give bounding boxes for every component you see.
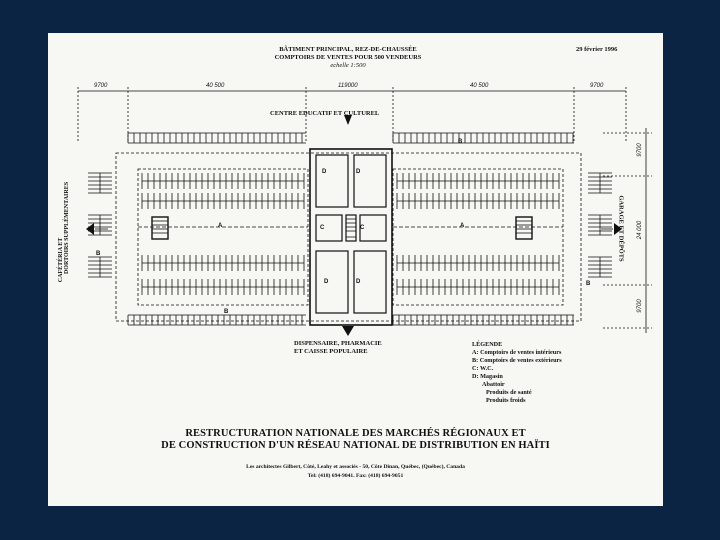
dim-top-2: 40 500 [206,83,225,89]
zone-label-a-right: A [460,223,465,229]
header-title: BÂTIMENT PRINCIPAL, REZ-DE-CHAUSSÉE [279,46,417,53]
dim-top-5: 9700 [590,83,604,89]
direction-left-label-1: CAFÉTÉRIA ET [58,237,64,283]
zone-label-d-2: D [356,169,361,175]
floor-plan-sheet [48,33,663,506]
direction-right-label: GARAGE ET DÉPÔTS [617,195,625,262]
dim-top-4: 40 500 [470,83,489,89]
zone-label-b-right: B [586,281,591,287]
header-scale: echelle 1:500 [330,62,366,69]
zone-label-b-bottom: B [224,309,229,315]
footer-phone: Tel: (418) 694-9041. Fax: (418) 694-9051 [307,473,404,479]
dim-right-3: 9700 [637,299,643,313]
legend-item: C: W.C. [472,365,494,372]
zone-label-c-2: C [360,225,365,231]
dim-top-3: 119000 [338,83,358,89]
legend-item: D: Magasin [472,373,503,380]
direction-bottom-label-2: ET CAISSE POPULAIRE [294,348,368,355]
legend-item: Produits de santé [486,389,532,396]
footer-credits: Les architectes Gilbert, Côté, Leahy et associés - 50, Côte Dinan, Québec, (Québec), Canada [246,464,465,470]
direction-top-label: CENTRE EDUCATIF ET CULTUREL [270,110,380,117]
zone-label-d-1: D [322,169,327,175]
dim-right-2: 24 000 [637,220,643,240]
dim-top-1: 9700 [94,83,108,89]
zone-label-c-1: C [320,225,325,231]
zone-label-b-left: B [96,251,101,257]
zone-label-b-top: B [458,139,463,145]
zone-label-a-left: A [218,223,223,229]
legend-item: A: Comptoirs de ventes intérieurs [472,349,562,356]
legend-title: LÉGENDE [472,341,503,348]
legend-item: Produits froids [486,397,526,404]
direction-left-label-2: DORTOIRS SUPPLÉMENTAIRES [64,181,70,275]
zone-label-d-3: D [324,279,329,285]
direction-bottom-label-1: DISPENSAIRE, PHARMACIE [294,340,382,347]
zone-label-d-4: D [356,279,361,285]
dim-right-1: 9700 [637,143,643,157]
arrow-down-icon [342,326,354,336]
footer-title-line-1: RESTRUCTURATION NATIONALE DES MARCHÉS RÉGIONAUX ET [185,428,526,439]
footer-title-line-2: DE CONSTRUCTION D'UN RÉSEAU NATIONAL DE DISTRIBUTION EN HAÏTI [161,440,550,451]
arrow-left-icon [86,223,94,235]
header-date: 29 février 1996 [576,46,618,53]
header-subtitle: COMPTOIRS DE VENTES POUR 500 VENDEURS [274,54,422,61]
legend-item: B: Comptoirs de ventes extérieurs [472,357,562,364]
legend-item: Abattoir [482,381,505,388]
